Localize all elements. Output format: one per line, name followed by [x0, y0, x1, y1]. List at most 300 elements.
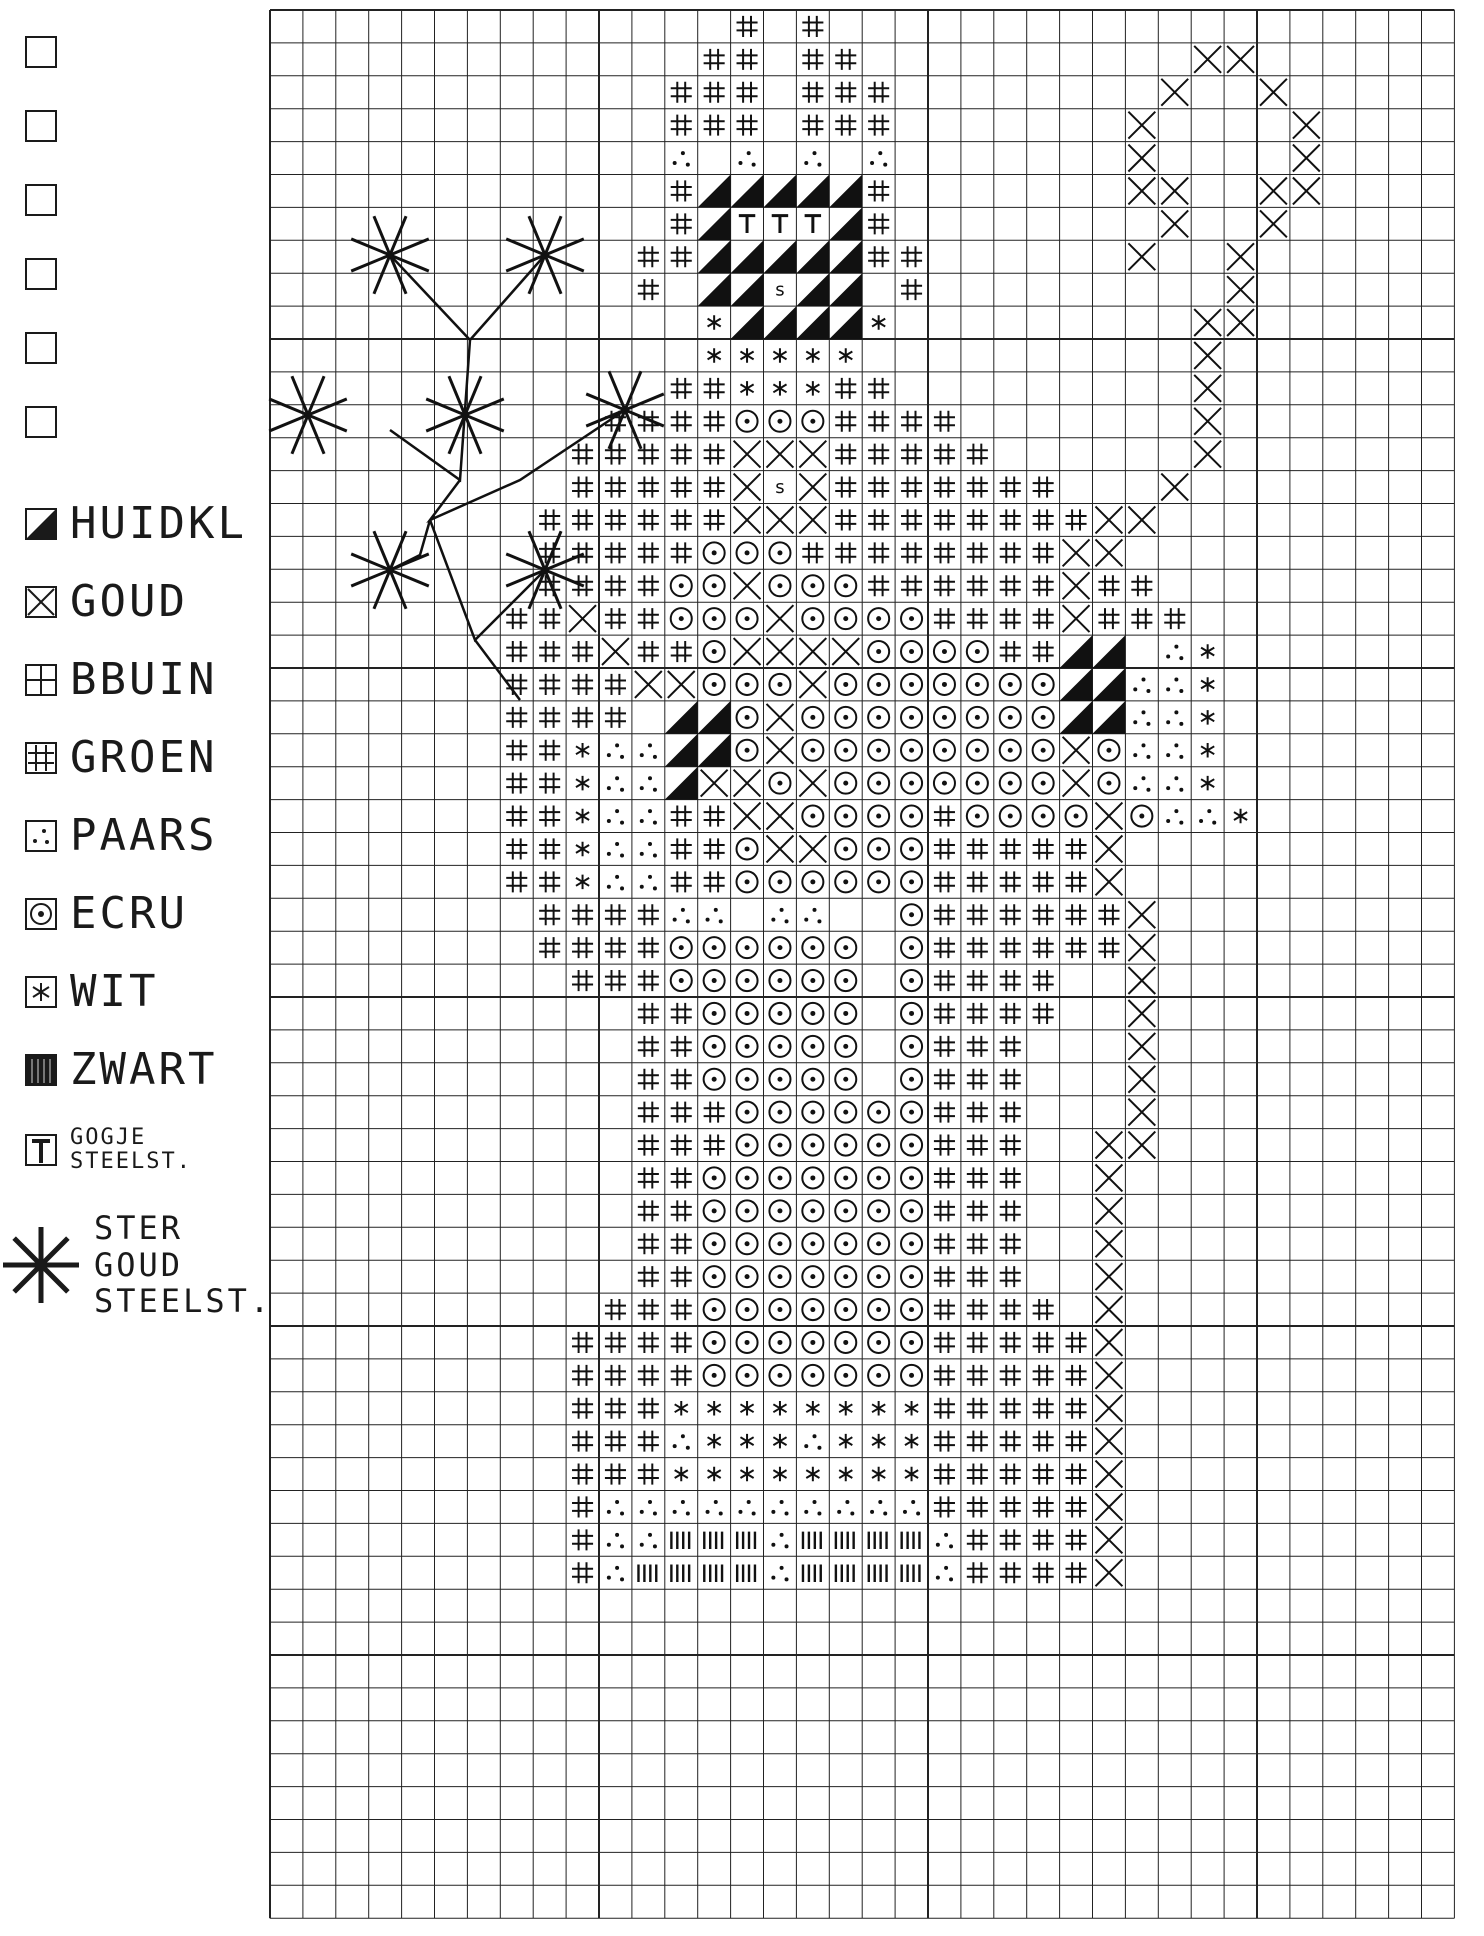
stitch-cell: [799, 836, 826, 863]
stitch-cell: [602, 638, 629, 665]
stitch-cell: [1063, 539, 1090, 566]
stitch-cell: [1033, 1464, 1054, 1485]
stitch-cell: [737, 707, 758, 728]
stitch-cell: [802, 707, 823, 728]
stitch-cell: [1128, 967, 1155, 994]
stitch-cell: [1000, 1299, 1021, 1320]
stitch-cell: [1000, 970, 1021, 991]
stitch-cell: [737, 1003, 758, 1024]
stitch-cell: [835, 871, 856, 892]
stitch-cell: [1033, 937, 1054, 958]
stitch-cell: [1128, 1132, 1155, 1159]
stitch-cell: [607, 809, 624, 825]
stitch-cell: [934, 871, 955, 892]
stitch-cell: [802, 1135, 823, 1156]
stitch-cell: [1033, 904, 1054, 925]
stitch-cell: [1000, 1036, 1021, 1057]
stitch-cell: [737, 608, 758, 629]
stitch-cell: [539, 904, 560, 925]
stitch-cell: [835, 542, 856, 563]
stitch-cell: [572, 1464, 593, 1485]
stitch-cell: [737, 82, 758, 103]
stitch-cell: [539, 641, 560, 662]
stitch-cell: [671, 1036, 692, 1057]
stitch-cell: [1063, 605, 1090, 632]
stitch-cell: [802, 575, 823, 596]
stitch-cell: [572, 674, 593, 695]
stitch-cell: [835, 1102, 856, 1123]
stitch-cell: [934, 707, 955, 728]
stitch-cell: [1128, 1033, 1155, 1060]
stitch-cell: [802, 1233, 823, 1254]
stitch-cell: [868, 1266, 889, 1287]
stitch-cell: [902, 1532, 920, 1549]
stitch-cell: [796, 306, 829, 339]
stitch-cell: [740, 381, 753, 395]
stitch-cell: [1293, 145, 1320, 172]
stitch-cell: [1000, 1332, 1021, 1353]
star-icon: [269, 376, 347, 454]
stitch-cell: [1227, 309, 1254, 336]
stitch-cell: [769, 1069, 790, 1090]
stitch-cell: [671, 608, 692, 629]
stitch-cell: [773, 1434, 786, 1448]
stitch-cell: [1096, 1461, 1123, 1488]
stitch-cell: [671, 1069, 692, 1090]
stitch-cell: [901, 970, 922, 991]
stitch-cell: [901, 477, 922, 498]
stitch-cell: [1096, 1494, 1123, 1521]
stitch-cell: [769, 1135, 790, 1156]
stitch-cell: [802, 806, 823, 827]
stitch-cell: [934, 1464, 955, 1485]
stitch-cell: [605, 1332, 626, 1353]
stitch-cell: [773, 1467, 786, 1481]
stitch-cell: [1000, 904, 1021, 925]
stitch-cell: [803, 1565, 821, 1582]
stitch-cell: [934, 1167, 955, 1188]
stitch-cell: [607, 842, 624, 858]
stitch-cell: [671, 444, 692, 465]
stitch-cell: [868, 246, 889, 267]
stitch-cell: [934, 444, 955, 465]
stitch-cell: [967, 707, 988, 728]
stitch-cell: [673, 1434, 690, 1450]
stitch-cell: [638, 542, 659, 563]
stitch-cell: [569, 605, 596, 632]
stitch-cell: [934, 641, 955, 662]
stitch-cell: [1000, 707, 1021, 728]
stitch-cell: [1131, 806, 1152, 827]
stitch-cell: [1096, 1395, 1123, 1422]
stitch-cell: [671, 1003, 692, 1024]
stitch-cell: [572, 641, 593, 662]
stitch-cell: [539, 509, 560, 530]
stitch-cell: [704, 937, 725, 958]
stitch-cell: [769, 1200, 790, 1221]
legend-label-line: GOGJE: [70, 1124, 147, 1150]
stitch-cell: [901, 904, 922, 925]
stitch-cell: [539, 937, 560, 958]
stitch-cell: [572, 1398, 593, 1419]
stitch-cell: [967, 1036, 988, 1057]
stitch-cell: [605, 1299, 626, 1320]
stitch-cell: [671, 575, 692, 596]
stitch-cell: [868, 641, 889, 662]
stitch-cell: [1096, 868, 1123, 895]
stitch-cell: [835, 1069, 856, 1090]
stitch-cell: [799, 507, 826, 534]
stitch-cell: [835, 806, 856, 827]
stitch-cell: [740, 1434, 753, 1448]
stitch-cell: [773, 381, 786, 395]
stitch-cell: [805, 216, 821, 233]
stitch-cell: [1063, 770, 1090, 797]
stitch-cell: [1166, 743, 1183, 759]
stitch-cell: [868, 509, 889, 530]
stitch-cell: [671, 115, 692, 136]
stitch-cell: [868, 1299, 889, 1320]
stitch-cell: [638, 246, 659, 267]
stitch-cell: [967, 1003, 988, 1024]
stitch-cell: [704, 477, 725, 498]
stitch-cell: [1066, 1496, 1087, 1517]
stitch-cell: [905, 1401, 918, 1415]
stitch-cell: [1227, 276, 1254, 303]
stitch-cell: [868, 411, 889, 432]
stitch-cells: [506, 16, 1320, 1586]
stitch-cell: [638, 575, 659, 596]
stitch-cell: [704, 1167, 725, 1188]
stitch-cell: [967, 1167, 988, 1188]
stitch-cell: [967, 1069, 988, 1090]
stitch-cell: [1227, 46, 1254, 73]
stitch-cell: [671, 477, 692, 498]
stitch-cell: [1060, 701, 1093, 734]
stitch-cell: [607, 1566, 624, 1582]
stitch-cell: [673, 908, 690, 924]
stitch-cell: [539, 871, 560, 892]
stitch-cell: [638, 1464, 659, 1485]
stitch-cell: [868, 773, 889, 794]
stitch-cell: [901, 575, 922, 596]
stitch-cell: [769, 970, 790, 991]
stitch-cell: [605, 1431, 626, 1452]
stitch-cell: [967, 1431, 988, 1452]
stitch-cell: [901, 838, 922, 859]
stitch-cell: [737, 1167, 758, 1188]
stitch-cell: [767, 638, 794, 665]
stitch-cell: [704, 509, 725, 530]
stitch-cell: [1033, 542, 1054, 563]
stitch-cell: [868, 542, 889, 563]
stitch-cell: [1000, 1233, 1021, 1254]
stitch-cell: [1033, 1332, 1054, 1353]
stitch-cell: [934, 509, 955, 530]
stitch-cell: [868, 213, 889, 234]
stitch-cell: [698, 240, 731, 273]
svg-text:s: s: [775, 477, 785, 499]
stitch-cell: [1033, 1431, 1054, 1452]
stitch-cell: [671, 871, 692, 892]
stitch-cell: [635, 671, 662, 698]
stitch-cell: [1096, 1165, 1123, 1192]
stitch-cell: [572, 970, 593, 991]
stitch-cell: [1096, 1230, 1123, 1257]
stitch-cell: [1096, 507, 1123, 534]
stitch-cell: [934, 1003, 955, 1024]
stitch-cell: [1098, 608, 1119, 629]
stitch-cell: [737, 1332, 758, 1353]
stitch-cell: [796, 273, 829, 306]
stitch-cell: [738, 1500, 755, 1516]
stitch-cell: [605, 674, 626, 695]
stitch-cell: [872, 1434, 885, 1448]
stitch-cell: [804, 908, 821, 924]
stitch-cell: [901, 1299, 922, 1320]
stitch-cell: [1194, 46, 1221, 73]
stitch-cell: [769, 1365, 790, 1386]
stitch-cell: [835, 378, 856, 399]
stitch-cell: [901, 444, 922, 465]
stitch-cell: [804, 1500, 821, 1516]
stitch-cell: [835, 411, 856, 432]
stitch-cell: [1166, 678, 1183, 694]
stitch-cell: [1128, 1000, 1155, 1027]
stitch-cell: [967, 1365, 988, 1386]
stitch-cell: [1033, 1365, 1054, 1386]
stitch-cell: [1000, 937, 1021, 958]
stitch-cell: [802, 49, 823, 70]
stitch-cell: [967, 509, 988, 530]
stitch-cell: [704, 641, 725, 662]
stitch-cell: [640, 1533, 657, 1549]
stitch-cell: [967, 1233, 988, 1254]
legend-label-line: GOUD: [94, 1245, 184, 1284]
stitch-cell: [1293, 112, 1320, 139]
stitch-cell: [1128, 145, 1155, 172]
stitch-cell: [934, 740, 955, 761]
stitch-cell: [671, 378, 692, 399]
stitch-cell: [576, 743, 589, 757]
stitch-cell: [802, 970, 823, 991]
stitch-cell: [775, 477, 784, 498]
stitch-cell: [605, 444, 626, 465]
stitch-cell: [901, 707, 922, 728]
stitch-cell: [706, 908, 723, 924]
stitch-cell: [737, 115, 758, 136]
stitch-cell: [967, 1529, 988, 1550]
stitch-cell: [671, 1332, 692, 1353]
stitch-cell: [967, 1200, 988, 1221]
stitch-cell: [671, 1233, 692, 1254]
stitch-cell: [1000, 1365, 1021, 1386]
stitch-cell: [539, 707, 560, 728]
stitch-cell: [737, 1102, 758, 1123]
stitch-cell: [769, 674, 790, 695]
stitch-cell: [671, 1135, 692, 1156]
stitch-cell: [704, 1266, 725, 1287]
stitch-cell: [835, 1003, 856, 1024]
stitch-cell: [708, 1401, 721, 1415]
stitch-cell: [605, 1398, 626, 1419]
stitch-cell: [872, 1467, 885, 1481]
stitch-cell: [1033, 970, 1054, 991]
stitch-cell: [835, 1200, 856, 1221]
stitch-cell: [704, 806, 725, 827]
stitch-cell: [1131, 608, 1152, 629]
stitch-cell: [731, 273, 764, 306]
stitch-cell: [769, 542, 790, 563]
stitch-cell: [967, 575, 988, 596]
stitch-cell: [572, 707, 593, 728]
stitch-cell: [967, 1496, 988, 1517]
stitch-cell: [607, 1533, 624, 1549]
stitch-cell: [737, 674, 758, 695]
stitch-cell: [936, 1533, 953, 1549]
stitch-cell: [836, 1532, 854, 1549]
stitch-cell: [1066, 1398, 1087, 1419]
stitch-cell: [665, 767, 698, 800]
stitch-cell: [829, 306, 862, 339]
stitch-cell: [835, 1266, 856, 1287]
stitch-cell: [901, 806, 922, 827]
stitch-cell: [829, 207, 862, 240]
stitch-cell: [769, 1332, 790, 1353]
stitch-cell: [769, 575, 790, 596]
stitch-cell: [640, 875, 657, 891]
stitch-cell: [870, 1500, 887, 1516]
stitch-cell: [769, 871, 790, 892]
stitch-cell: [737, 1365, 758, 1386]
stitch-cell: [901, 1167, 922, 1188]
stitch-cell: [1000, 641, 1021, 662]
stitch-cell: [934, 1102, 955, 1123]
stitch-cell: [1133, 776, 1150, 792]
stitch-cell: [901, 740, 922, 761]
stitch-cell: [769, 1003, 790, 1024]
stitch-cell: [764, 240, 797, 273]
stitch-cell: [769, 1036, 790, 1057]
stitch-cell: [1066, 1365, 1087, 1386]
stitch-cell: [934, 904, 955, 925]
stitch-cell: [1166, 809, 1183, 825]
stitch-cell: [704, 608, 725, 629]
stitch-cell: [1096, 1428, 1123, 1455]
stitch-cell: [1201, 644, 1214, 658]
stitch-cell: [767, 737, 794, 764]
stitch-cell: [868, 1365, 889, 1386]
stitch-cell: [839, 348, 852, 362]
stitch-cell: [640, 1500, 657, 1516]
stitch-cell: [734, 507, 761, 534]
stitch-cell: [506, 773, 527, 794]
stitch-cell: [1164, 608, 1185, 629]
stitch-cell: [868, 838, 889, 859]
stitch-cell: [1060, 635, 1093, 668]
stitch-cell: [638, 970, 659, 991]
stitch-cell: [1096, 1526, 1123, 1553]
stitch-cell: [769, 1266, 790, 1287]
stitch-cell: [901, 1332, 922, 1353]
stitch-cell: [671, 1266, 692, 1287]
stitch-cell: [1033, 1299, 1054, 1320]
stitch-cell: [740, 348, 753, 362]
stitch-cell: [934, 1299, 955, 1320]
stitch-cell: [868, 1102, 889, 1123]
stitch-cell: [1000, 1135, 1021, 1156]
stitch-cell: [1000, 1464, 1021, 1485]
stitch-cell: [576, 776, 589, 790]
stitch-cell: [934, 1200, 955, 1221]
stitch-cell: [901, 1266, 922, 1287]
stitch-cell: [967, 1266, 988, 1287]
stitch-cell: [967, 740, 988, 761]
stitch-cell: [1161, 210, 1188, 237]
stitch-cell: [506, 641, 527, 662]
stitch-cell: [640, 743, 657, 759]
stitch-cell: [934, 1365, 955, 1386]
stitch-cell: [901, 1365, 922, 1386]
stitch-cell: [1096, 1263, 1123, 1290]
stitch-cell: [1066, 904, 1087, 925]
stitch-cell: [638, 937, 659, 958]
stitch-cell: [638, 641, 659, 662]
stitch-cell: [1033, 1529, 1054, 1550]
stitch-cell: [1096, 1559, 1123, 1586]
stitch-cell: [967, 1464, 988, 1485]
stitch-cell: [1000, 1069, 1021, 1090]
stitch-cell: [802, 1069, 823, 1090]
stitch-cell: [671, 1565, 689, 1582]
stitch-cell: [836, 1565, 854, 1582]
stitch-cell: [1033, 1398, 1054, 1419]
stitch-cell: [967, 542, 988, 563]
stitch-cell: [802, 871, 823, 892]
stitch-cell: [837, 1500, 854, 1516]
stitch-cell: [737, 1266, 758, 1287]
stitch-cell: [802, 542, 823, 563]
stitch-cell: [901, 1102, 922, 1123]
stitch-cell: [1000, 1167, 1021, 1188]
stitch-cell: [506, 838, 527, 859]
stitch-cell: [506, 707, 527, 728]
stitch-cell: [868, 378, 889, 399]
stitch-cell: [708, 1434, 721, 1448]
stitch-cell: [806, 1401, 819, 1415]
stitch-cell: [772, 216, 788, 233]
stitch-cell: [967, 970, 988, 991]
legend-label-line: STEELST.: [94, 1282, 273, 1321]
stitch-cell: [539, 740, 560, 761]
stitch-cell: [506, 806, 527, 827]
stitch-cell: [671, 1102, 692, 1123]
stitch-cell: [767, 836, 794, 863]
stitch-cell: [607, 776, 624, 792]
stitch-cell: [1066, 1464, 1087, 1485]
stitch-cell: [1098, 740, 1119, 761]
stitch-cell: [737, 1299, 758, 1320]
stitch-cell: [803, 1532, 821, 1549]
stitch-cell: [771, 1500, 788, 1516]
stitch-cell: [572, 1332, 593, 1353]
stitch-cell: [1000, 806, 1021, 827]
stitch-cell: [1033, 509, 1054, 530]
stitch-cell: [572, 1496, 593, 1517]
stitch-cell: [675, 1401, 688, 1415]
stitch-cell: [1033, 1496, 1054, 1517]
stitch-cell: [835, 575, 856, 596]
